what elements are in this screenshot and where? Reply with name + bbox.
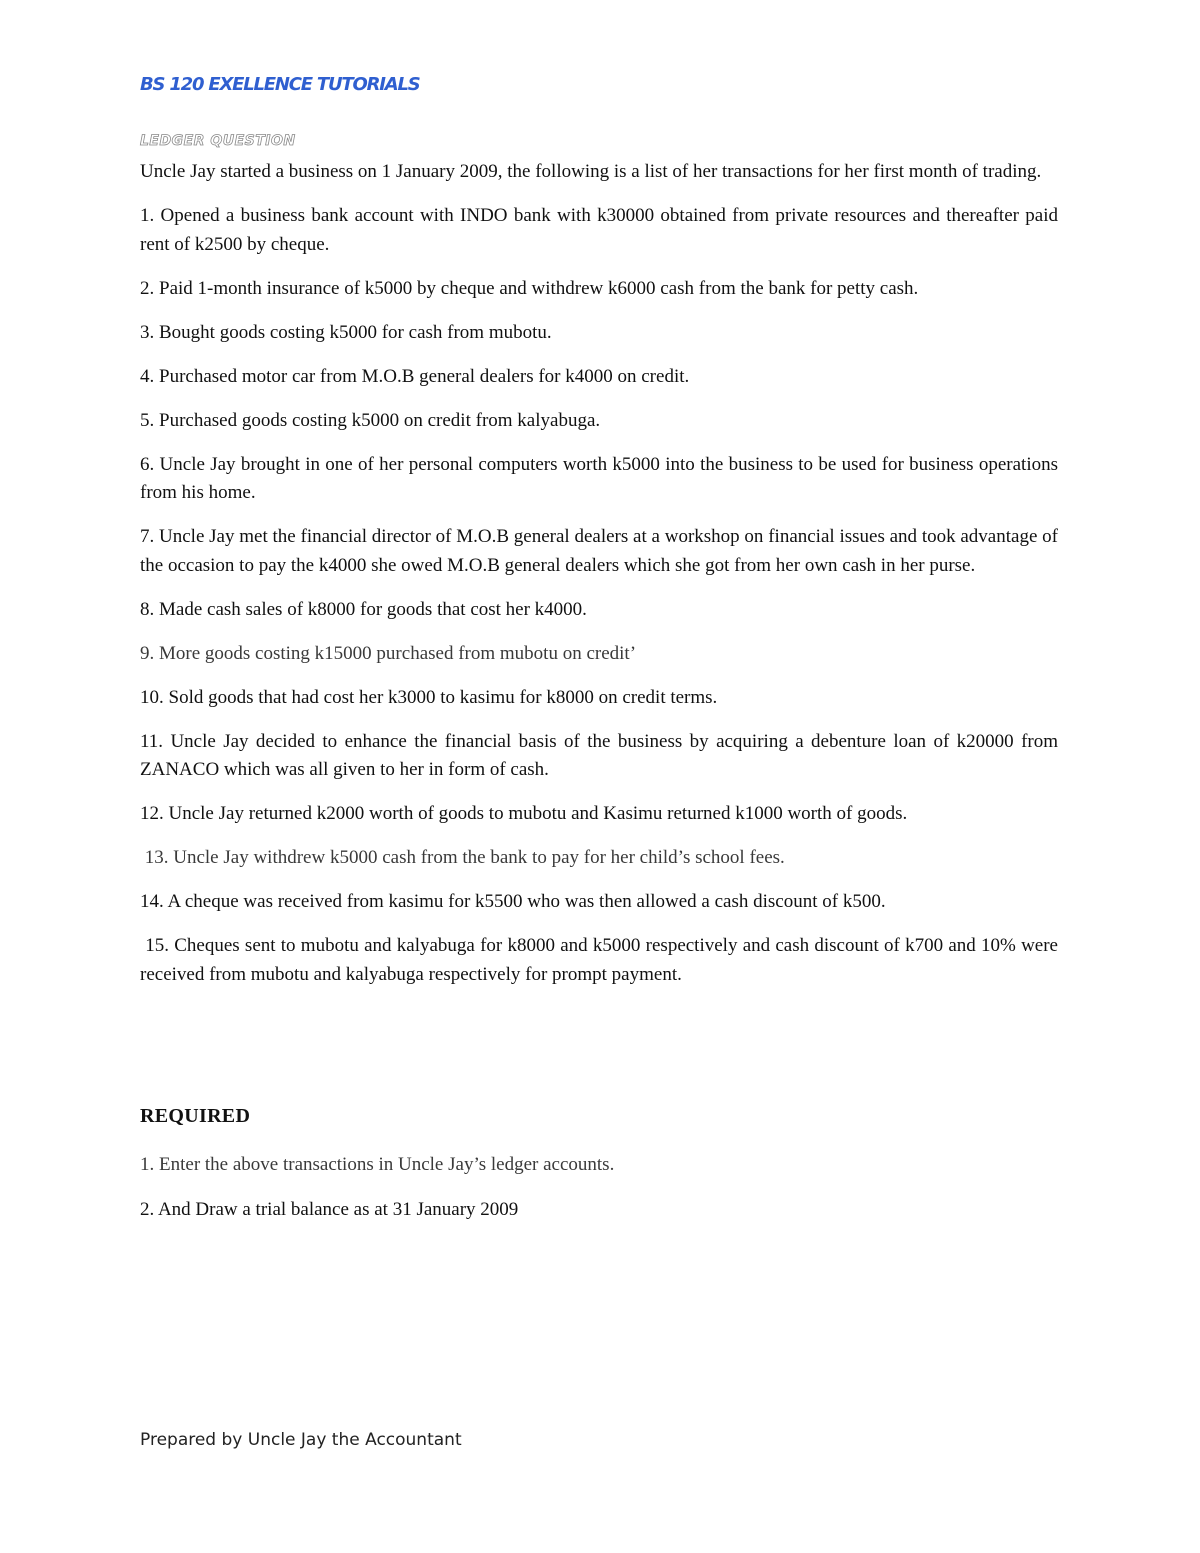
transaction-item: 10. Sold goods that had cost her k3000 to kasimu for k8000 on credit terms. <box>140 686 718 708</box>
transaction-item: 6. Uncle Jay brought in one of her personal computers worth k5000 into the business to be used for business operations from his home. <box>140 453 1058 503</box>
transaction-item: 4. Purchased motor car from M.O.B general dealers for k4000 on credit. <box>140 365 690 387</box>
transaction-item: 13. Uncle Jay withdrew k5000 cash from the bank to pay for her child’s school fees. <box>140 847 785 868</box>
section-label: LEDGER QUESTION <box>140 133 296 149</box>
document-header-title: BS 120 EXELLENCE TUTORIALS <box>140 74 420 95</box>
required-item: 2. And Draw a trial balance as at 31 January 2009 <box>140 1198 519 1220</box>
transaction-item: 9. More goods costing k15000 purchased from mubotu on credit’ <box>140 642 637 664</box>
transaction-item: 2. Paid 1-month insurance of k5000 by cheque and withdrew k6000 cash from the bank for petty cash. <box>140 277 919 299</box>
transaction-item: 11. Uncle Jay decided to enhance the financial basis of the business by acquiring a debenture loan of k20000 from ZANACO which was all given to her in form of cash. <box>140 730 1058 780</box>
transaction-item: 12. Uncle Jay returned k2000 worth of goods to mubotu and Kasimu returned k1000 worth of goods. <box>140 803 908 824</box>
transaction-item: 7. Uncle Jay met the financial director of M.O.B general dealers at a workshop on financial issues and took advantage of the occasion to pay the k4000 she owed M.O.B general dealers which she got from her own cash in her purse. <box>140 526 1058 576</box>
required-item: 1. Enter the above transactions in Uncle Jay’s ledger accounts. <box>140 1154 615 1175</box>
transaction-item: 3. Bought goods costing k5000 for cash from mubotu. <box>140 321 552 343</box>
transaction-item: 8. Made cash sales of k8000 for goods that cost her k4000. <box>140 598 587 620</box>
transaction-item: 1. Opened a business bank account with INDO bank with k30000 obtained from private resources and thereafter paid rent of k2500 by cheque. <box>140 205 1058 255</box>
transaction-item: 14. A cheque was received from kasimu for k5500 who was then allowed a cash discount of k500. <box>140 891 886 912</box>
page-footer: Prepared by Uncle Jay the Accountant <box>140 1430 462 1450</box>
required-list <box>140 1151 1058 1240</box>
required-heading: REQUIRED <box>140 1105 251 1127</box>
transaction-item: 5. Purchased goods costing k5000 on credit from kalyabuga. <box>140 409 601 431</box>
transaction-item: 15. Cheques sent to mubotu and kalyabuga for k8000 and k5000 respectively and cash discount of k700 and 10% were received from mubotu and kalyabuga respectively for prompt payment. <box>140 935 1063 985</box>
document-body <box>140 158 1063 1005</box>
intro-paragraph: Uncle Jay started a business on 1 January 2009, the following is a list of her transactions for her first month of trading. <box>140 161 1042 182</box>
